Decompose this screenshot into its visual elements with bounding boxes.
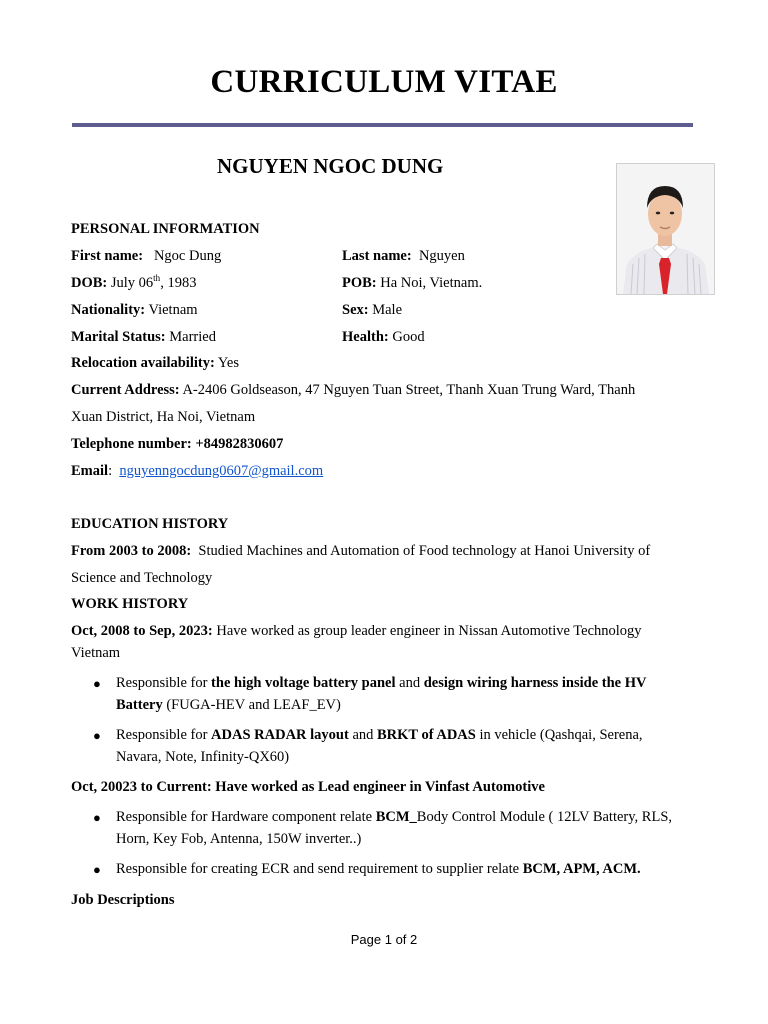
email-label: Email [71,463,109,479]
sex-row [342,302,402,319]
health-value: Good [392,329,425,345]
marital-value: Married [169,329,216,345]
job1-bullet2-line2: Navara, Note, Infinity-QX60) [116,749,290,765]
email-colon: : [108,463,113,479]
sex-label: Sex: [342,302,369,318]
work-heading: WORK HISTORY [71,596,189,612]
address-value-line1: A-2406 Goldseason, 47 Nguyen Tuan Street, Thanh Xuan Trung Ward, Thanh [182,382,636,398]
health-label: Health: [342,329,389,345]
address-label: Current Address: [71,382,180,398]
dob-row [71,275,196,292]
phone-row [71,436,283,453]
page-footer: Page 1 of 2 [350,932,418,947]
health-row [342,329,425,346]
dob-value: July 06th, 1983 [110,273,197,291]
bullet-marker: ● [93,728,101,743]
marital-label: Marital Status: [71,329,166,345]
education-row [71,543,650,560]
job1-bullet2-line1: Responsible for ADAS RADAR layout and BRKT of ADAS in vehicle (Qashqai, Serena, [116,727,643,743]
email-row [71,463,323,480]
marital-row [71,329,216,346]
candidate-name: NGUYEN NGOC DUNG [217,154,444,178]
job1-line2: Vietnam [71,645,121,661]
job2-bullet1-line2: Horn, Key Fob, Antenna, 150W inverter..) [116,831,362,847]
pob-value: Ha Noi, Vietnam. [380,275,483,291]
job1-period: Oct, 2008 to Sep, 2023: [71,623,213,639]
dob-label: DOB: [71,275,108,291]
first-name-value: Ngoc Dung [153,248,222,264]
relocation-label: Relocation availability: [71,355,215,371]
bullet-marker: ● [93,810,101,825]
education-line2: Science and Technology [71,570,213,586]
last-name-value: Nguyen [418,248,465,264]
phone-value: +84982830607 [195,436,284,452]
address-row [71,382,635,399]
job1-row [71,623,642,640]
education-period: From 2003 to 2008: [71,543,192,559]
job2-heading: Oct, 20023 to Current: Have worked as Lead engineer in Vinfast Automotive [71,779,545,795]
education-heading: EDUCATION HISTORY [71,516,229,532]
job1-bullet1-line2: Battery (FUGA-HEV and LEAF_EV) [116,697,341,713]
pob-label: POB: [342,275,377,291]
last-name-label: Last name: [342,248,412,264]
document-title: CURRICULUM VITAE [210,64,558,100]
personal-heading: PERSONAL INFORMATION [71,221,260,237]
last-name-row [342,248,465,265]
job-descriptions-heading: Job Descriptions [71,892,175,908]
sex-value: Male [372,302,403,318]
job1-bullet1-line1: Responsible for the high voltage battery panel and design wiring harness inside the HV [116,675,647,691]
relocation-value: Yes [217,355,239,371]
address-value-line2: Xuan District, Ha Noi, Vietnam [71,409,256,425]
phone-label: Telephone number: [71,436,192,452]
job2-bullet1-line1: Responsible for Hardware component relate BCM_Body Control Module ( 12LV Battery, RLS, [116,809,673,825]
education-line1: Studied Machines and Automation of Food technology at Hanoi University of [198,543,651,559]
nationality-value: Vietnam [148,302,198,318]
pob-row [342,275,482,292]
nationality-label: Nationality: [71,302,146,318]
job1-line1: Have worked as group leader engineer in Nissan Automotive Technology [216,623,642,639]
nationality-row [71,302,198,319]
bullet-marker: ● [93,676,101,691]
title-divider [72,123,693,127]
email-link[interactable]: nguyenngocdung0607@gmail.com [119,463,324,479]
profile-photo [616,163,715,295]
first-name-row [71,248,221,265]
job2-bullet2-line1: Responsible for creating ECR and send requirement to supplier relate BCM, APM, ACM. [116,861,641,877]
bullet-marker: ● [93,862,101,877]
first-name-label: First name: [71,248,144,264]
relocation-row [71,355,239,372]
